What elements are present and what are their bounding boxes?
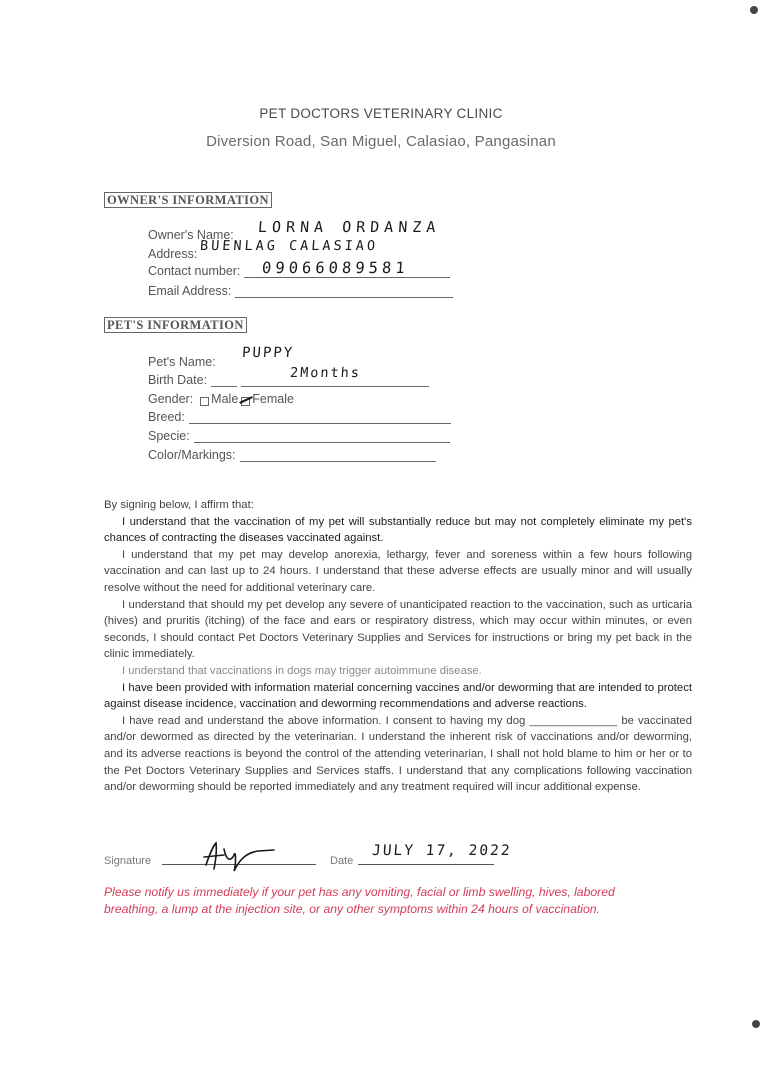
affirmation-block xyxy=(104,497,692,796)
owner-address-value: BUENLAG CALASIAO xyxy=(199,238,379,254)
pet-birth-label: Birth Date: xyxy=(148,373,208,387)
scan-edge-mark xyxy=(750,6,758,14)
clinic-name: PET DOCTORS VETERINARY CLINIC xyxy=(259,106,503,121)
pet-birth-line-1 xyxy=(211,373,237,387)
affirmation-p1: I understand that the vaccination of my pet will substantially reduce but may not completely eliminate my pet's chances of contracting the diseases vaccinated against. xyxy=(104,515,692,545)
owner-address-field xyxy=(148,247,201,261)
affirmation-p3: I understand that should my pet develop any severe of unanticipated reaction to the vaccination, such as urticaria (hives) and pruritis (itching) of the face and ears or respiratory distress, which may occur within minutes, or even seconds, I should contact Pet Doctors Veterinary Supplies and Services for instructions or bring my pet back in the clinic immediately. xyxy=(104,598,692,661)
affirmation-p6: I have read and understand the above information. I consent to having my dog ______________ be vaccinated and/or dewormed as directed by the veterinarian. I understand the inherent risk of vaccinations and/or deworming, and its adverse reactions is beyond the control of the attending veterinarian, I shall not hold blame to him or her or to the Pet Doctors Veterinary Supplies and Services staffs. I understand that any complications following vaccination and/or deworming should be reported immediately and any treatment required will incur additional expense. xyxy=(104,714,692,794)
owner-name-label: Owner's Name: xyxy=(148,228,234,242)
pet-birth-value: 2Months xyxy=(289,365,362,381)
signature-label: Signature xyxy=(104,855,152,867)
male-checkbox[interactable] xyxy=(200,397,209,406)
owner-email-line xyxy=(235,284,453,298)
female-checkbox[interactable] xyxy=(241,397,250,406)
female-option-label: Female xyxy=(252,392,294,406)
pet-breed-field xyxy=(148,410,451,424)
pet-specie-line xyxy=(194,429,450,443)
date-line[interactable] xyxy=(358,864,494,865)
pet-color-field xyxy=(148,448,436,462)
pet-name-label: Pet's Name: xyxy=(148,355,216,369)
signature-scribble-icon xyxy=(200,839,280,873)
pet-name-value: PUPPY xyxy=(241,345,295,361)
clinic-address: Diversion Road, San Miguel, Calasiao, Pangasinan xyxy=(206,133,556,150)
pet-section-title: PET'S INFORMATION xyxy=(104,317,247,333)
date-value: JULY 17, 2022 xyxy=(371,843,513,859)
pet-gender-label: Gender: xyxy=(148,392,194,406)
vaccination-notice: Please notify us immediately if your pet has any vomiting, facial or limb swelling, hives, labored breathing, a lump at the injection site, or any other symptoms within 24 hours of vaccination. xyxy=(104,885,615,916)
owner-name-value: LORNA ORDANZA xyxy=(257,218,442,236)
pet-specie-field xyxy=(148,429,450,443)
female-check-mark xyxy=(239,396,253,404)
pet-color-label: Color/Markings: xyxy=(148,448,236,462)
affirmation-p5: I have been provided with information material concerning vaccines and/or deworming that are intended to protect against disease incidence, vaccination and deworming recommendations and adverse reactions. xyxy=(104,681,692,711)
pet-breed-line xyxy=(189,410,451,424)
affirmation-p2: I understand that my pet may develop anorexia, lethargy, fever and soreness within a few hours following vaccination and can last up to 24 hours. I understand that these adverse effects are usually minor and will usually resolve without the need for additional veterinary care. xyxy=(104,548,692,594)
scan-edge-mark xyxy=(752,1020,760,1028)
owner-address-label: Address: xyxy=(148,247,198,261)
pet-name-field xyxy=(148,355,220,369)
owner-email-label: Email Address: xyxy=(148,284,232,298)
affirmation-intro: By signing below, I affirm that: xyxy=(104,499,254,511)
owner-contact-label: Contact number: xyxy=(148,264,241,278)
affirmation-p4: I understand that vaccinations in dogs may trigger autoimmune disease. xyxy=(122,664,482,677)
owner-section-title: OWNER'S INFORMATION xyxy=(104,192,272,208)
pet-color-line xyxy=(240,448,436,462)
male-option-label: Male xyxy=(211,392,239,406)
owner-contact-value: 09066089581 xyxy=(261,259,410,277)
pet-specie-label: Specie: xyxy=(148,429,190,443)
date-label: Date xyxy=(330,855,354,867)
pet-gender-field xyxy=(148,392,294,406)
pet-breed-label: Breed: xyxy=(148,410,185,424)
owner-email-field xyxy=(148,284,453,298)
